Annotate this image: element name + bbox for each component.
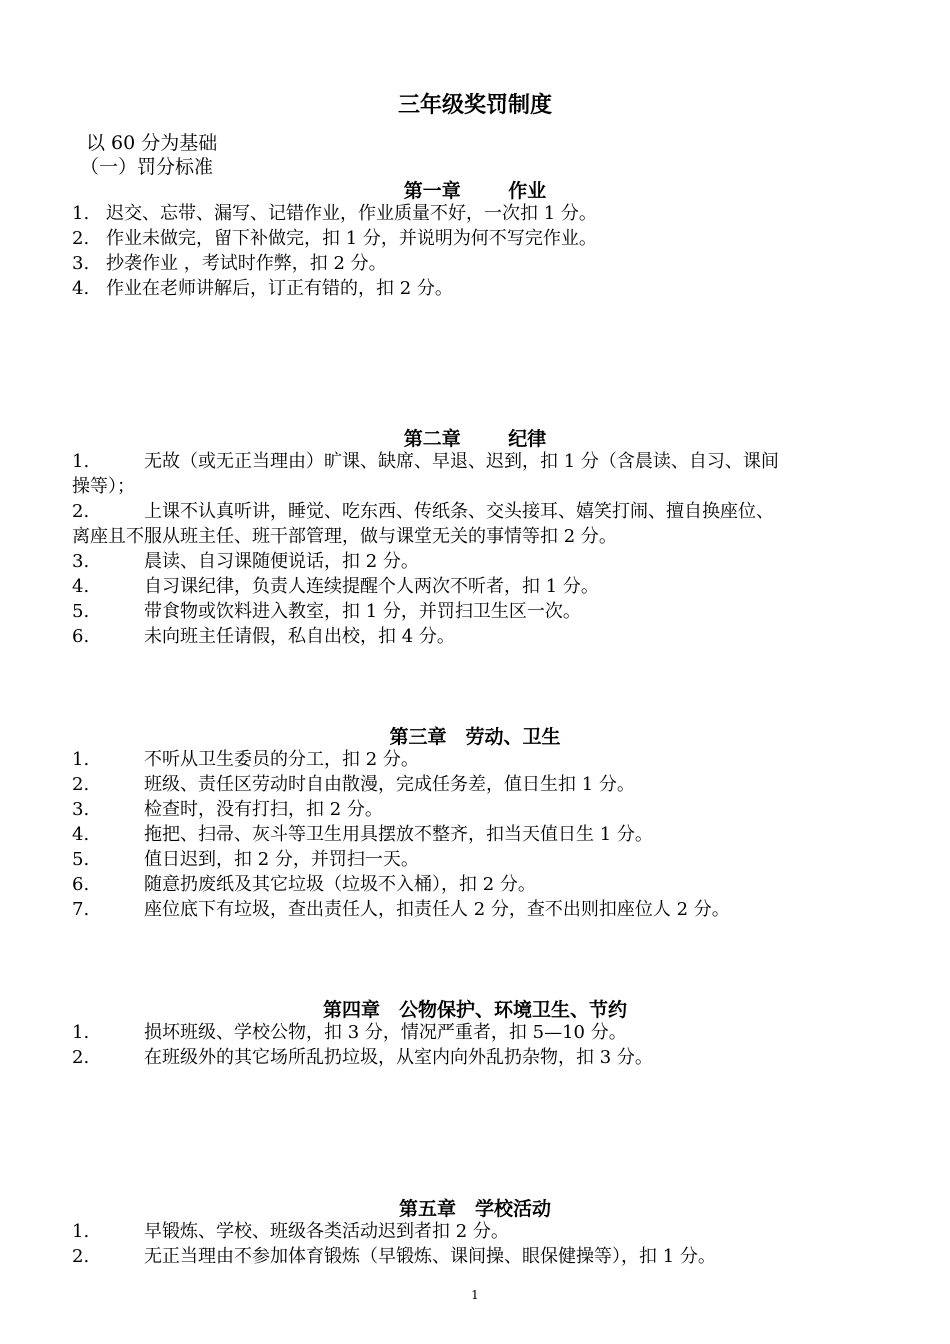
intro-penalty-standard: （一）罚分标准 (80, 156, 214, 178)
list-item: 6. 未向班主任请假，私自出校，扣 4 分。 (72, 626, 455, 647)
list-item: 5. 值日迟到，扣 2 分，并罚扫一天。 (72, 849, 419, 870)
intro-base-score: 以 60 分为基础 (86, 132, 218, 154)
chapter-4-heading (0, 995, 950, 1022)
chapter-3-topic: 劳动、卫生 (465, 726, 561, 748)
chapter-5-topic: 学校活动 (475, 1198, 552, 1220)
list-item: 6. 随意扔废纸及其它垃圾（垃圾不入桶），扣 2 分。 (72, 874, 536, 895)
chapter-3-heading (0, 722, 950, 749)
list-item: 4. 自习课纪律，负责人连续提醒个人两次不听者，扣 1 分。 (72, 576, 599, 597)
chapter-2-topic: 纪律 (508, 428, 547, 450)
chapter-1-heading (0, 176, 950, 203)
list-item: 1. 损坏班级、学校公物，扣 3 分，情况严重者，扣 5—10 分。 (72, 1022, 627, 1043)
list-item-continuation: 离座且不服从班主任、班干部管理，做与课堂无关的事情等扣 2 分。 (72, 526, 617, 547)
chapter-4-topic: 公物保护、环境卫生、节约 (399, 999, 628, 1021)
list-item: 1. 无故（或无正当理由）旷课、缺席、早退、迟到，扣 1 分（含晨读、自习、课间 (72, 451, 779, 472)
chapter-2-number: 第二章 (403, 428, 461, 450)
list-item: 1. 早锻炼、学校、班级各类活动迟到者扣 2 分。 (72, 1221, 509, 1242)
chapter-1-topic: 作业 (508, 180, 547, 202)
list-item: 2. 班级、责任区劳动时自由散漫，完成任务差，值日生扣 1 分。 (72, 774, 635, 795)
list-item: 1. 不听从卫生委员的分工，扣 2 分。 (72, 749, 419, 770)
list-item: 4. 作业在老师讲解后，订正有错的，扣 2 分。 (72, 278, 453, 299)
list-item: 5. 带食物或饮料进入教室，扣 1 分，并罚扫卫生区一次。 (72, 601, 581, 622)
chapter-4-number: 第四章 (322, 999, 380, 1021)
list-item: 2. 作业未做完，留下补做完，扣 1 分，并说明为何不写完作业。 (72, 228, 597, 249)
list-item: 2. 无正当理由不参加体育锻炼（早锻炼、课间操、眼保健操等），扣 1 分。 (72, 1246, 716, 1267)
chapter-5-heading (0, 1194, 950, 1221)
list-item: 3. 检查时，没有打扫，扣 2 分。 (72, 799, 383, 820)
list-item: 2. 在班级外的其它场所乱扔垃圾，从室内向外乱扔杂物，扣 3 分。 (72, 1047, 653, 1068)
list-item: 3. 抄袭作业 ，考试时作弊，扣 2 分。 (72, 253, 387, 274)
page-number: 1 (471, 1288, 479, 1302)
list-item: 1. 迟交、忘带、漏写、记错作业，作业质量不好，一次扣 1 分。 (72, 203, 597, 224)
document-title: 三年级奖罚制度 (397, 92, 552, 118)
list-item-continuation: 操等）； (72, 476, 135, 497)
chapter-3-number: 第三章 (389, 726, 447, 748)
list-item: 3. 晨读、自习课随便说话，扣 2 分。 (72, 551, 419, 572)
list-item: 7. 座位底下有垃圾，查出责任人，扣责任人 2 分，查不出则扣座位人 2 分。 (72, 899, 730, 920)
list-item: 2. 上课不认真听讲，睡觉、吃东西、传纸条、交头接耳、嬉笑打闹、擅自换座位、 (72, 501, 774, 522)
chapter-5-number: 第五章 (398, 1198, 456, 1220)
chapter-2-heading (0, 424, 950, 451)
chapter-1-number: 第一章 (403, 180, 461, 202)
list-item: 4. 拖把、扫帚、灰斗等卫生用具摆放不整齐，扣当天值日生 1 分。 (72, 824, 653, 845)
